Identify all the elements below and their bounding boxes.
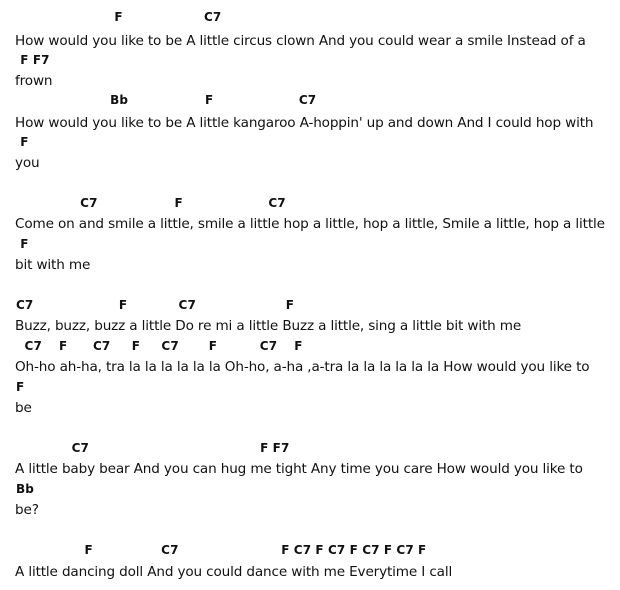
chord-line: F xyxy=(16,380,25,394)
lyric-line: bit with me xyxy=(15,257,91,273)
chord-line: F C7 xyxy=(16,10,222,24)
chord-line: C7 F C7 F C7 F C7 F xyxy=(16,339,303,353)
chord-line: C7 F F7 xyxy=(16,441,290,455)
chord-line: C7 F C7 F xyxy=(16,298,295,312)
lyric-line: frown xyxy=(15,73,53,89)
lyric-line: Buzz, buzz, buzz a little Do re mi a little Buzz a little, sing a little bit with me xyxy=(15,318,522,334)
lyric-line: How would you like to be A little kangaroo A-hoppin' up and down And I could hop with xyxy=(15,115,594,131)
lyric-line: be? xyxy=(15,502,39,518)
lyric-line: Come on and smile a little, smile a little hop a little, hop a little, Smile a little, hop a little xyxy=(15,216,605,232)
lyric-line: be xyxy=(15,400,32,416)
chord-line: F xyxy=(16,135,29,149)
lyric-line: you xyxy=(15,155,40,171)
lyric-line: A little baby bear And you can hug me tight Any time you care How would you like to xyxy=(15,461,583,477)
lyric-line: A little dancing doll And you could dance with me Everytime I call xyxy=(15,564,453,580)
chord-line: F F7 xyxy=(16,53,50,67)
chord-line: F C7 F C7 F C7 F C7 F C7 F xyxy=(16,543,427,557)
lyric-line: Oh-ho ah-ha, tra la la la la la la Oh-ho, a-ha ,a-tra la la la la la la How would you like to xyxy=(15,359,590,375)
lyric-line: How would you like to be A little circus clown And you could wear a smile Instead of a xyxy=(15,33,586,49)
chord-line: F xyxy=(16,237,29,251)
chord-line: Bb F C7 xyxy=(16,93,317,107)
chord-line: C7 F C7 xyxy=(16,196,286,210)
chord-line: Bb xyxy=(16,482,34,496)
